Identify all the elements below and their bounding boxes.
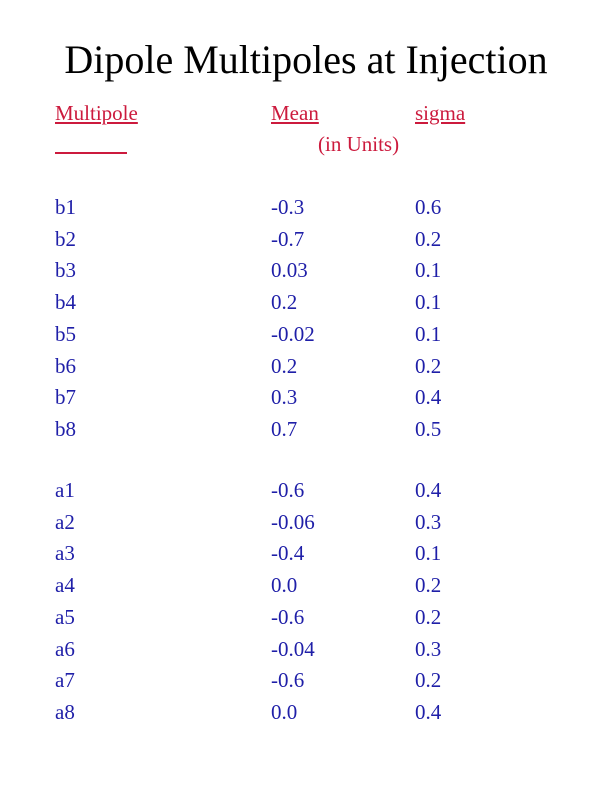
mean-column-header: Mean [271,101,319,125]
sigma-value: 0.3 [415,636,442,661]
mean-value: 0.03 [271,258,308,283]
mean-value: -0.02 [271,321,315,346]
multipole-name: a6 [55,636,75,661]
table-row [0,382,612,413]
mean-value: 0.0 [271,573,298,598]
table-row [0,634,612,665]
units-note: (in Units) [318,132,400,156]
sigma-value: 0.6 [415,195,442,219]
mean-value: -0.6 [271,478,305,502]
table-row [0,602,612,633]
mean-value: 0.0 [271,699,298,724]
table-row [0,697,612,728]
multipole-column-header: Multipole [55,101,138,125]
table-row [0,224,612,255]
mean-value: 0.3 [271,385,298,410]
multipole-name: b7 [55,385,76,410]
mean-value: -0.3 [271,195,305,219]
mean-value: -0.04 [271,636,315,661]
sigma-value: 0.4 [415,385,442,410]
sigma-value: 0.5 [415,416,442,441]
mean-value: -0.06 [271,509,315,534]
multipole-name: a8 [55,699,75,724]
sigma-value: 0.4 [415,478,442,502]
multipole-name: a1 [55,478,75,502]
multipole-name: b5 [55,321,76,346]
multipole-name: b1 [55,195,76,219]
mean-value: 0.7 [271,416,298,441]
mean-value: -0.7 [271,226,305,251]
sigma-value: 0.1 [415,321,442,346]
multipole-name: a2 [55,509,75,534]
sigma-value: 0.2 [415,573,442,598]
multipole-name: b8 [55,416,76,441]
table-row [0,538,612,569]
multipole-name: a7 [55,668,75,693]
sigma-value: 0.1 [415,290,442,315]
table-row [0,507,612,538]
sigma-value: 0.4 [415,699,442,724]
table-row [0,665,612,696]
table-row [0,414,612,445]
multipole-name: a3 [55,541,75,566]
multipole-name: a4 [55,573,75,598]
table-row [0,287,612,318]
sigma-value: 0.2 [415,353,442,378]
sigma-value: 0.3 [415,509,442,534]
mean-value: 0.2 [271,353,298,378]
table-row [0,351,612,382]
mean-value: 0.2 [271,290,298,315]
sigma-value: 0.2 [415,604,442,629]
table-row [0,255,612,286]
mean-value: -0.6 [271,668,305,693]
sigma-value: 0.1 [415,541,442,566]
mean-value: -0.6 [271,604,305,629]
sigma-value: 0.1 [415,258,442,283]
multipole-name: b3 [55,258,76,283]
table-row [0,475,612,506]
multipole-name: b6 [55,353,76,378]
multipole-name: b4 [55,290,76,315]
table-row [0,192,612,223]
multipole-name: b2 [55,226,76,251]
table-row [0,319,612,350]
sigma-value: 0.2 [415,668,442,693]
page-title: Dipole Multipoles at Injection [64,37,548,82]
sigma-column-header: sigma [415,101,466,125]
multipole-name: a5 [55,604,75,629]
table-row [0,570,612,601]
mean-value: -0.4 [271,541,305,566]
sigma-value: 0.2 [415,226,442,251]
